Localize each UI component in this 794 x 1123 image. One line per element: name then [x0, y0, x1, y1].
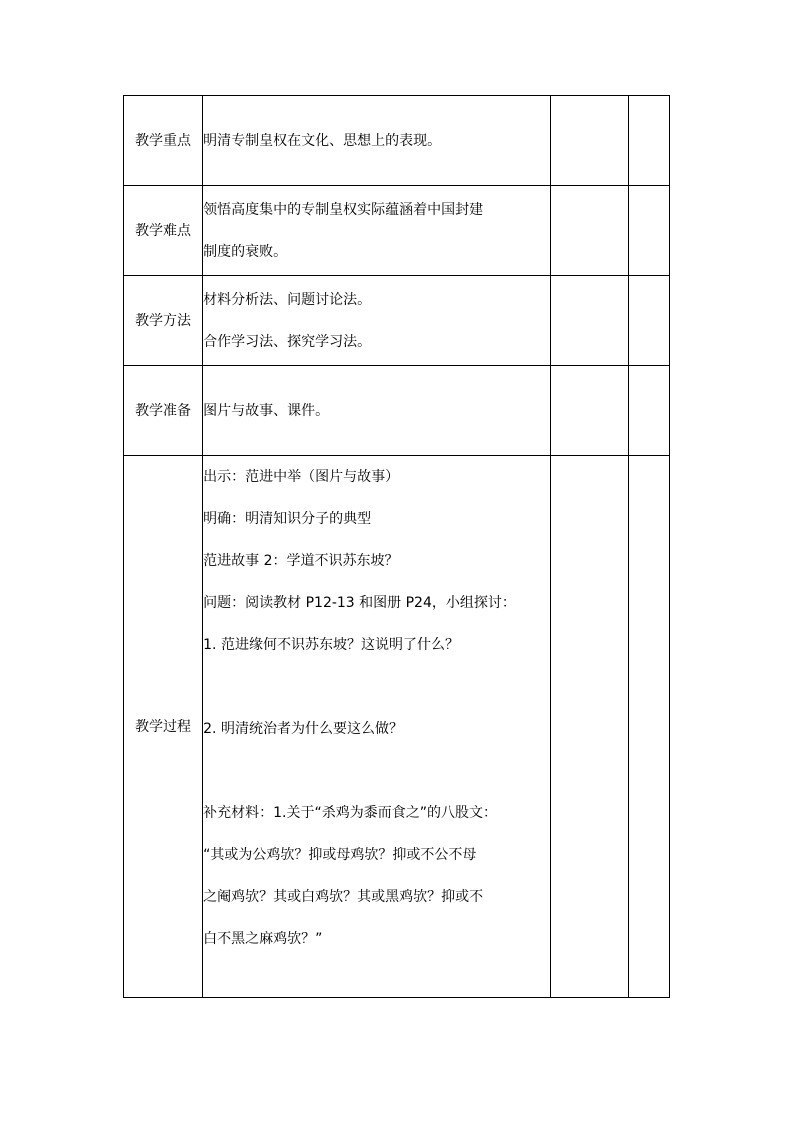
content-line: 领悟高度集中的专制皇权实际蕴涵着中国封建: [203, 201, 484, 218]
blank-cell: [628, 366, 669, 456]
blank-cell: [628, 276, 669, 366]
blank-cell: [628, 96, 669, 186]
row-label: 教学准备: [124, 366, 203, 456]
blank-cell: [550, 186, 628, 276]
content-line: 图片与故事、课件。: [203, 402, 330, 419]
content-line: 2. 明清统治者为什么要这么做？: [203, 721, 403, 737]
table-row: [124, 366, 670, 456]
blank-cell: [550, 276, 628, 366]
row-content: [203, 276, 551, 366]
blank-cell: [550, 366, 628, 456]
content-line: 合作学习法、探究学习法。: [203, 333, 372, 350]
row-content: [203, 366, 551, 456]
blank-cell: [628, 186, 669, 276]
row-label: 教学方法: [124, 276, 203, 366]
content-line: 问题：阅读教材 P12-13 和图册 P24，小组探讨：: [203, 595, 516, 611]
row-label: 教学难点: [124, 186, 203, 276]
table-row: [124, 456, 670, 998]
content-line: 明清专制皇权在文化、思想上的表现。: [203, 132, 442, 149]
row-label: 教学重点: [124, 96, 203, 186]
blank-cell: [550, 96, 628, 186]
content-line: 范进故事 2：学道不识苏东坡？: [203, 553, 399, 569]
row-content: [203, 186, 551, 276]
lesson-plan-table: [123, 95, 670, 998]
content-line: 制度的衰败。: [203, 243, 288, 260]
content-line: 1. 范进缘何不识苏东坡？这说明了什么？: [203, 637, 459, 653]
table-row: [124, 96, 670, 186]
row-label: 教学过程: [124, 456, 203, 998]
blank-space: [203, 750, 550, 792]
content-line: “其或为公鸡欤？抑或母鸡欤？抑或不公不母: [203, 847, 477, 863]
blank-space: [203, 666, 550, 708]
content-line: 白不黑之麻鸡欤？”: [203, 931, 323, 947]
content-line: 补充材料：1.关于“杀鸡为黍而食之”的八股文：: [203, 805, 498, 821]
table-row: [124, 186, 670, 276]
content-line: 出示：范进中举（图片与故事）: [203, 469, 400, 485]
content-line: 之阉鸡欤？其或白鸡欤？其或黑鸡欤？抑或不: [203, 889, 484, 905]
content-line: 明确：明清知识分子的典型: [203, 511, 372, 527]
content-line: 材料分析法、问题讨论法。: [203, 291, 372, 308]
blank-cell: [628, 456, 669, 998]
row-content: [203, 456, 551, 998]
table-row: [124, 276, 670, 366]
row-content: [203, 96, 551, 186]
blank-cell: [550, 456, 628, 998]
